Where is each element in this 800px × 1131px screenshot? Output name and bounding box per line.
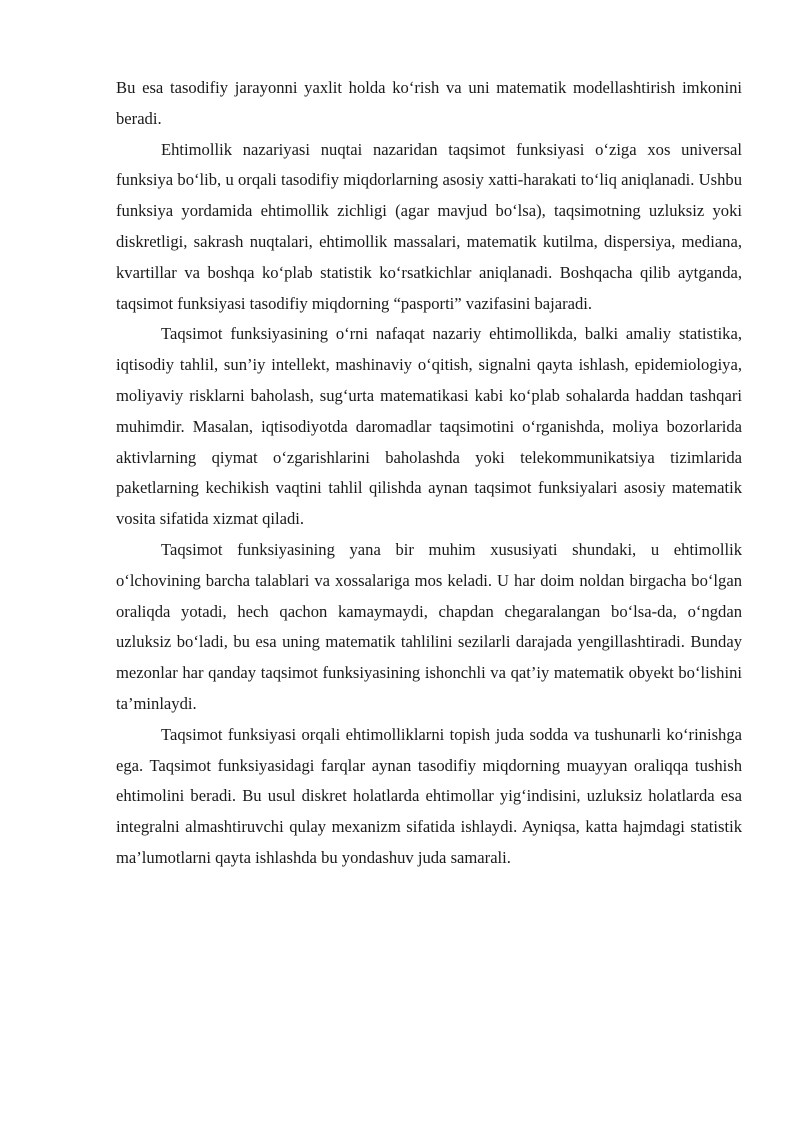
paragraph-continuation: Bu esa tasodifiy jarayonni yaxlit holda ko‘rish va uni matematik modellashtirish imkonini beradi.	[116, 78, 742, 128]
paragraph-properties: Taqsimot funksiyasining yana bir muhim xususiyati shundaki, u ehtimollik o‘lchovining barcha talablari va xossalariga mos keladi. U har doim noldan birgacha bo‘lgan oraliqda yotadi, hech qachon kamaymaydi, chapdan chegaralangan bo‘lsa-da, o‘ngdan uzluksiz bo‘ladi, bu esa uning matematik tahlilini sezilarli darajada yengillashtiradi. Bunday mezonlar har qanday taqsimot funksiyasining ishonchli va qat’iy matematik obyekt bo‘lishini ta’minlaydi.	[116, 539, 742, 713]
paragraph-applications: Taqsimot funksiyasining o‘rni nafaqat nazariy ehtimollikda, balki amaliy statistika, iqtisodiy tahlil, sun’iy intellekt, mashinaviy o‘qitish, signalni qayta ishlash, epidemiologiya, moliyaviy risklarni baholash, sug‘urta matematikasi kabi ko‘plab sohalarda haddan tashqari muhimdir. Masalan, iqtisodiyotda daromadlar taqsimotini o‘rganishda, moliya bozorlarida aktivlarning qiymat o‘zgarishlarini baholashda yoki telekommunikatsiya tizimlarida paketlarning kechikish vaqtini tahlil qilishda aynan taqsimot funksiyalari asosiy matematik vosita sifatida xizmat qiladi.	[116, 324, 742, 529]
paragraph-distribution-function-definition: Ehtimollik nazariyasi nuqtai nazaridan taqsimot funksiyasi o‘ziga xos universal funksiya bo‘lib, u orqali tasodifiy miqdorlarning asosiy xatti-harakati to‘liq aniqlanadi. Ushbu funksiya yordamida ehtimollik zichligi (agar mavjud bo‘lsa), taqsimotning uzluksiz yoki diskretligi, sakrash nuqtalari, ehtimollik massalari, matematik kutilma, dispersiya, mediana, kvartillar va boshqa ko‘plab statistik ko‘rsatkichlar aniqlanadi. Boshqacha qilib aytganda, taqsimot funksiyasi tasodifiy miqdorning “pasporti” vazifasini bajaradi.	[116, 139, 742, 313]
paragraph-probability-computation: Taqsimot funksiyasi orqali ehtimolliklarni topish juda sodda va tushunarli ko‘rinishga ega. Taqsimot funksiyasidagi farqlar aynan tasodifiy miqdorning muayyan oraliqqa tushish ehtimolini beradi. Bu usul diskret holatlarda ehtimollar yig‘indisini, uzluksiz holatlarda esa integralni almashtiruvchi qulay mexanizm sifatida ishlaydi. Ayniqsa, katta hajmdagi statistik ma’lumotlarni qayta ishlashda bu yondashuv juda samarali.	[116, 724, 742, 867]
document-body	[116, 73, 742, 874]
